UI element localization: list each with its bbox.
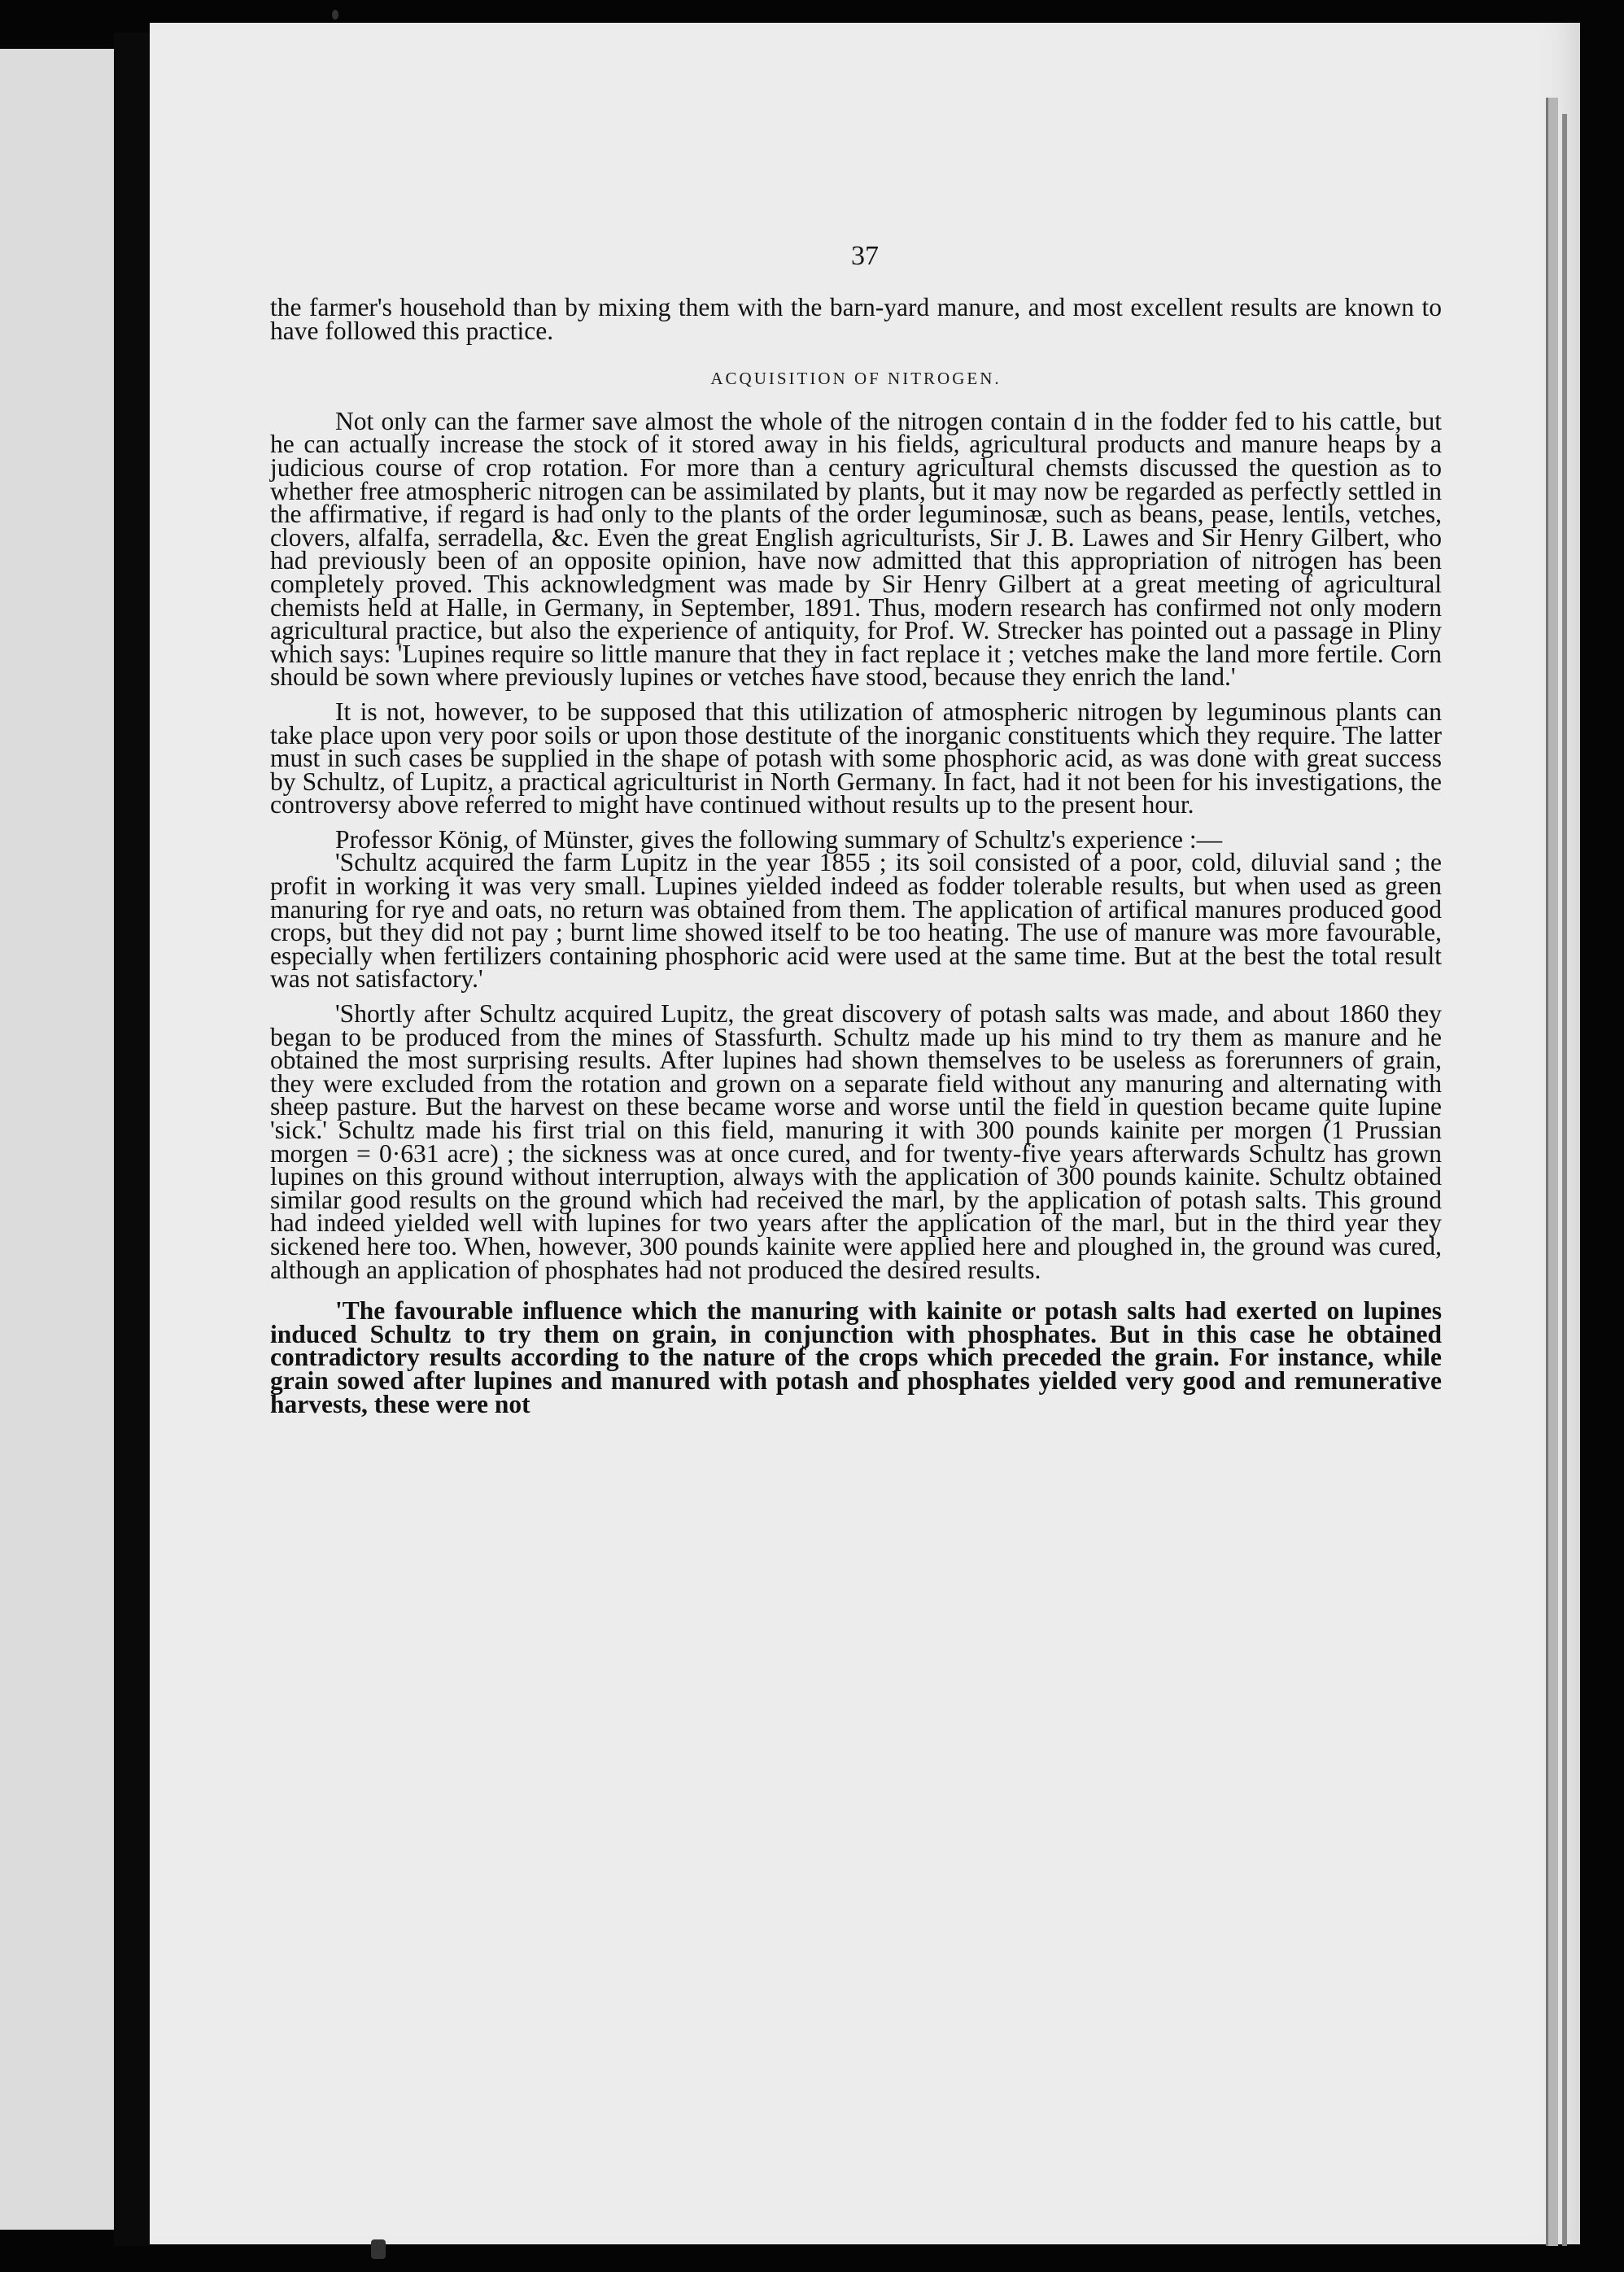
book-page	[150, 23, 1580, 2244]
quoted-paragraph: 'The favourable influence which the manuring with kainite or potash salts had exerted on lupines induced Schultz to try them on grain, in conjunction with phosphates. But in this case he obtained contradictory results according to the nature of the crops which preceded the grain. For instance, while grain sowed after lupines and manured with potash and phosphates yielded very good and remunerative harvests, these were not	[270, 1296, 1442, 1418]
quoted-paragraph: 'Shortly after Schultz acquired Lupitz, the great discovery of potash salts was made, and about 1860 they began to be produced from the mines of Stassfurth. Schultz made up his mind to try them as manure and he obtained the most surprising results. After lupines had shown themselves to be useless as forerunners of grain, they were excluded from the rotation and grown on a separate field without any manuring and alternating with sheep pasture. But the harvest on these became worse and worse until the field in question became quite lupine 'sick.' Schultz made his first trial on this field, manuring it with 300 pounds kainite per morgen (1 Prussian morgen = 0·631 acre) ; the sickness was at once cured, and for twenty-five years afterwards Schultz has grown lupines on this ground without interruption, always with the application of 300 pounds kainite. Schultz obtained similar good results on the ground which had received the marl, by the application of potash salts. This ground had indeed yielded well with lupines for two years after the application of the marl, but in the third year they sickened here too. When, however, 300 pounds kainite were applied here and ploughed in, the ground was cured, although an application of phosphates had not produced the desired results.	[270, 999, 1442, 1284]
page-fore-edge-shadow	[1562, 114, 1567, 2246]
page-fore-edge	[1546, 98, 1558, 2246]
page-number: 37	[851, 241, 879, 271]
scan-speck	[332, 10, 338, 20]
paragraph: Not only can the farmer save almost the whole of the nitrogen contain d in the fodder fed to his cattle, but he can actually increase the stock of it stored away in his fields, agricultural products and manure heaps by a judicious course of crop rotation. For more than a century agricultural chemsts discussed the question as to whether free atmospheric nitrogen can be assimilated by plants, but it may now be regarded as perfectly settled in the affirmative, if regard is had only to the plants of the order leguminosæ, such as beans, pease, lentils, vetches, clovers, alfalfa, serradella, &c. Even the great English agriculturists, Sir J. B. Lawes and Sir Henry Gilbert, who had previously been of an opposite opinion, have now admitted that this appropriation of nitrogen has been completely proved. This acknowledgment was made by Sir Henry Gilbert at a great meeting of agricultural chemists held at Halle, in Germany, in September, 1891. Thus, modern research has confirmed not only modern agricultural practice, but also the experience of antiquity, for Prof. W. Strecker has pointed out a passage in Pliny which says: 'Lupines require so little manure that they in fact replace it ; vetches make the land more fertile. Corn should be sown where previously lupines or vetches have stood, because they enrich the land.'	[270, 406, 1442, 692]
binding-gutter	[114, 33, 150, 2246]
page-body	[270, 293, 1442, 1418]
facing-page-edge	[0, 49, 114, 2230]
paragraph-continued: the farmer's household than by mixing them with the barn-yard manure, and most excellent results are known to have followed this practice.	[270, 293, 1442, 345]
scan-speck	[371, 2239, 386, 2259]
section-heading: ACQUISITION OF NITROGEN.	[710, 369, 1002, 389]
quoted-paragraph: 'Schultz acquired the farm Lupitz in the year 1855 ; its soil consisted of a poor, cold, diluvial sand ; the profit in working it was very small. Lupines yielded indeed as fodder tolerable results, but when used as green manuring for rye and oats, no return was obtained from them. The application of artifical manures produced good crops, but they did not pay ; burnt lime showed itself to be too heating. The use of manure was more favourable, especially when fertilizers containing phosphoric acid were used at the same time. But at the best the total result was not satisfactory.'	[270, 848, 1442, 994]
paragraph: Professor König, of Münster, gives the following summary of Schultz's experience :—	[335, 824, 1223, 854]
paragraph: It is not, however, to be supposed that this utilization of atmospheric nitrogen by leguminous plants can take place upon very poor soils or upon those destitute of the inorganic constituents which they require. The latter must in such cases be supplied in the shape of potash with some phosphoric acid, as was done with great success by Schultz, of Lupitz, a practical agriculturist in North Germany. In fact, had it not been for his investigations, the controversy above referred to might have continued without results up to the present hour.	[270, 697, 1442, 819]
